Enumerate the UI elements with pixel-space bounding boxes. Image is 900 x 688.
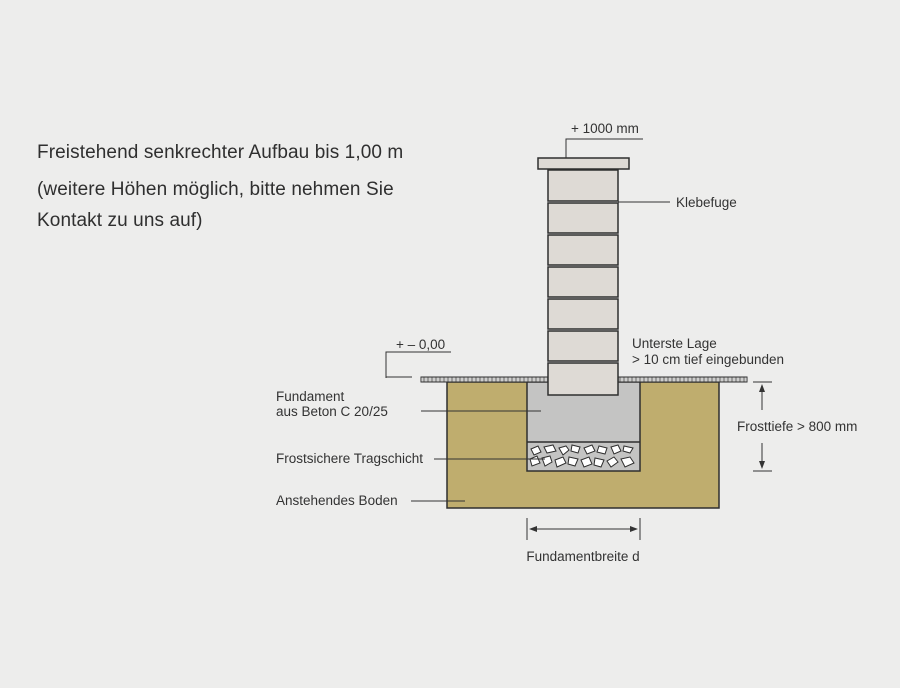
block-5 <box>548 299 618 329</box>
fundamentbreite-label: Fundamentbreite d <box>526 549 640 564</box>
block-2 <box>548 203 618 233</box>
boden-label: Anstehendes Boden <box>276 493 398 508</box>
unterste-lage-label-2: > 10 cm tief eingebunden <box>632 352 784 367</box>
fundament-label-2: aus Beton C 20/25 <box>276 404 388 419</box>
top-height-label: + 1000 mm <box>571 121 639 136</box>
cap-stone <box>538 158 629 169</box>
title-line-3: Kontakt zu uns auf) <box>37 210 203 231</box>
klebefuge-label: Klebefuge <box>676 195 737 210</box>
top-height-leader <box>566 139 643 158</box>
block-1 <box>548 170 618 201</box>
frost-depth-label: Frosttiefe > 800 mm <box>737 419 858 434</box>
block-7 <box>548 363 618 395</box>
block-column <box>548 170 618 395</box>
zero-level-leader <box>386 352 451 378</box>
block-6 <box>548 331 618 361</box>
title-line-2: (weitere Höhen möglich, bitte nehmen Sie <box>37 179 394 200</box>
block-4 <box>548 267 618 297</box>
tragschicht-label: Frostsichere Tragschicht <box>276 451 424 466</box>
width-right-arrow <box>630 526 638 532</box>
fundament-label-1: Fundament <box>276 389 345 404</box>
frost-depth-up-arrow <box>759 384 765 392</box>
title-line-1: Freistehend senkrechter Aufbau bis 1,00 m <box>37 142 404 163</box>
zero-level-label: + – 0,00 <box>396 337 446 352</box>
frost-depth-down-arrow <box>759 461 765 469</box>
width-left-arrow <box>529 526 537 532</box>
unterste-lage-label-1: Unterste Lage <box>632 336 717 351</box>
block-3 <box>548 235 618 265</box>
